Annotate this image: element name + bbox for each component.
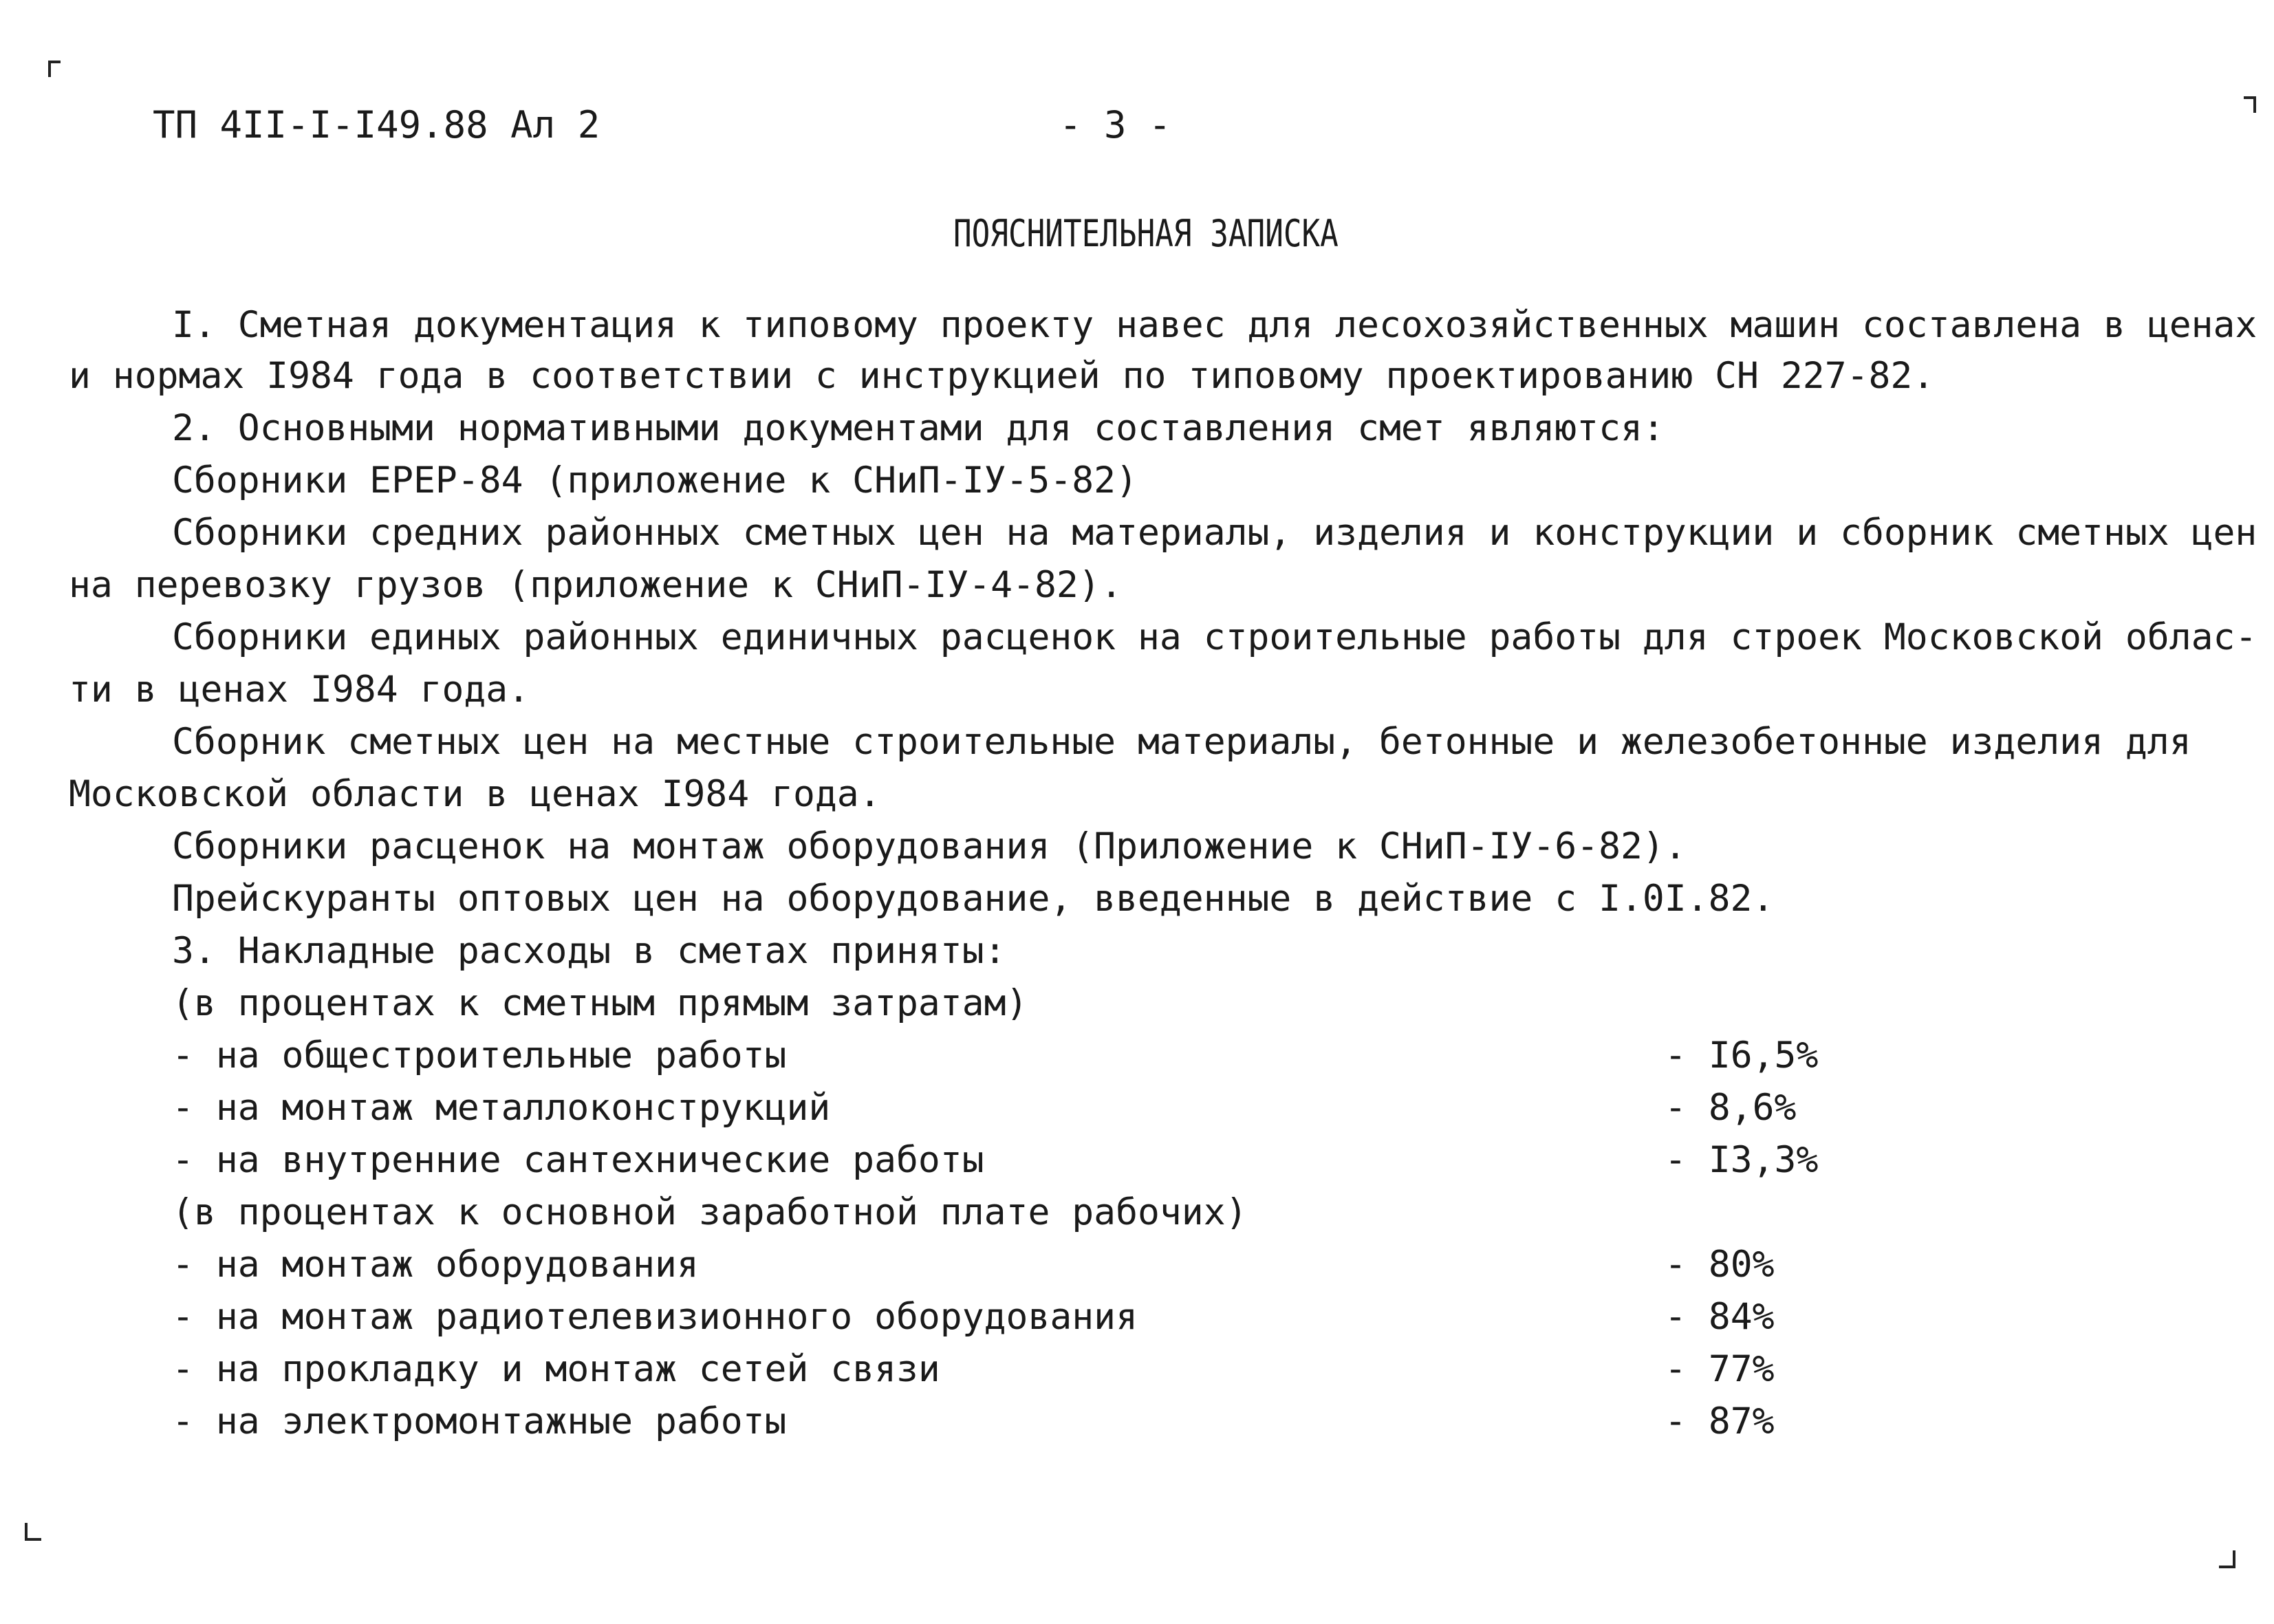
paragraph-2-line-2: Сборники ЕРЕР-84 (приложение к СНиП-IУ-5-82) <box>172 459 1138 501</box>
paragraph-6-line-1: Сборники расценок на монтаж оборудования (Приложение к СНиП-IУ-6-82). <box>172 825 1687 867</box>
overhead-wage-value: - 87% <box>1665 1400 1775 1442</box>
page-title: ПОЯСНИТЕЛЬНАЯ ЗАПИСКА <box>953 212 1339 255</box>
paragraph-8-line-2: (в процентах к сметным прямым затратам) <box>172 982 1028 1024</box>
paragraph-4-line-2: ти в ценах I984 года. <box>69 669 530 711</box>
overhead-direct-value: - I6,5% <box>1665 1035 1819 1076</box>
paragraph-4-line-1: Сборники единых районных единичных расценок на строительные работы для строек Московской облас- <box>172 616 2257 658</box>
overhead-direct-value: - I3,3% <box>1665 1139 1819 1181</box>
paragraph-1-line-1: I. Сметная документация к типовому проекту навес для лесохозяйственных машин составлена в ценах <box>172 304 2257 346</box>
overhead-direct-value: - 8,6% <box>1665 1087 1797 1129</box>
paragraph-3-line-2: на перевозку грузов (приложение к СНиП-IУ-4-82). <box>69 564 1123 606</box>
overhead-wage-label: - на электромонтажные работы <box>172 1400 787 1442</box>
page-number: - 3 - <box>1059 103 1171 147</box>
overhead-wage-value: - 84% <box>1665 1296 1775 1338</box>
overhead-wage-value: - 77% <box>1665 1348 1775 1390</box>
corner-mark-bottom-right <box>2219 1550 2235 1568</box>
corner-mark-top-right <box>2244 96 2256 113</box>
paragraph-5-line-2: Московской области в ценах I984 года. <box>69 773 881 815</box>
corner-mark-bottom-left <box>25 1523 41 1541</box>
document-code: ТП 4II-I-I49.88 Ал 2 <box>153 103 600 147</box>
paragraph-8-line-1: 3. Накладные расходы в сметах приняты: <box>172 930 1006 972</box>
corner-mark-top-left <box>48 61 61 77</box>
overhead-direct-label: - на внутренние сантехнические работы <box>172 1139 984 1181</box>
paragraph-1-line-2: и нормах I984 года в соответствии с инструкцией по типовому проектированию СН 227-82. <box>69 355 1935 397</box>
overhead-direct-label: - на монтаж металлоконструкций <box>172 1087 831 1129</box>
paragraph-3-line-1: Сборники средних районных сметных цен на материалы, изделия и конструкции и сборник сметных цен <box>172 512 2257 554</box>
paragraph-7-line-1: Прейскуранты оптовых цен на оборудование, введенные в действие с I.0I.82. <box>172 878 1775 920</box>
overhead-direct-label: - на общестроительные работы <box>172 1035 787 1076</box>
paragraph-5-line-1: Сборник сметных цен на местные строительные материалы, бетонные и железобетонные изделия для <box>172 721 2191 763</box>
paragraph-2-line-1: 2. Основными нормативными документами для составления смет являются: <box>172 407 1665 449</box>
overhead-wage-value: - 80% <box>1665 1244 1775 1286</box>
overhead-wage-label: - на монтаж радиотелевизионного оборудования <box>172 1296 1138 1338</box>
overhead-wage-label: - на прокладку и монтаж сетей связи <box>172 1348 940 1390</box>
overhead-wage-label: - на монтаж оборудования <box>172 1244 699 1286</box>
wage-note: (в процентах к основной заработной плате рабочих) <box>172 1191 1248 1233</box>
